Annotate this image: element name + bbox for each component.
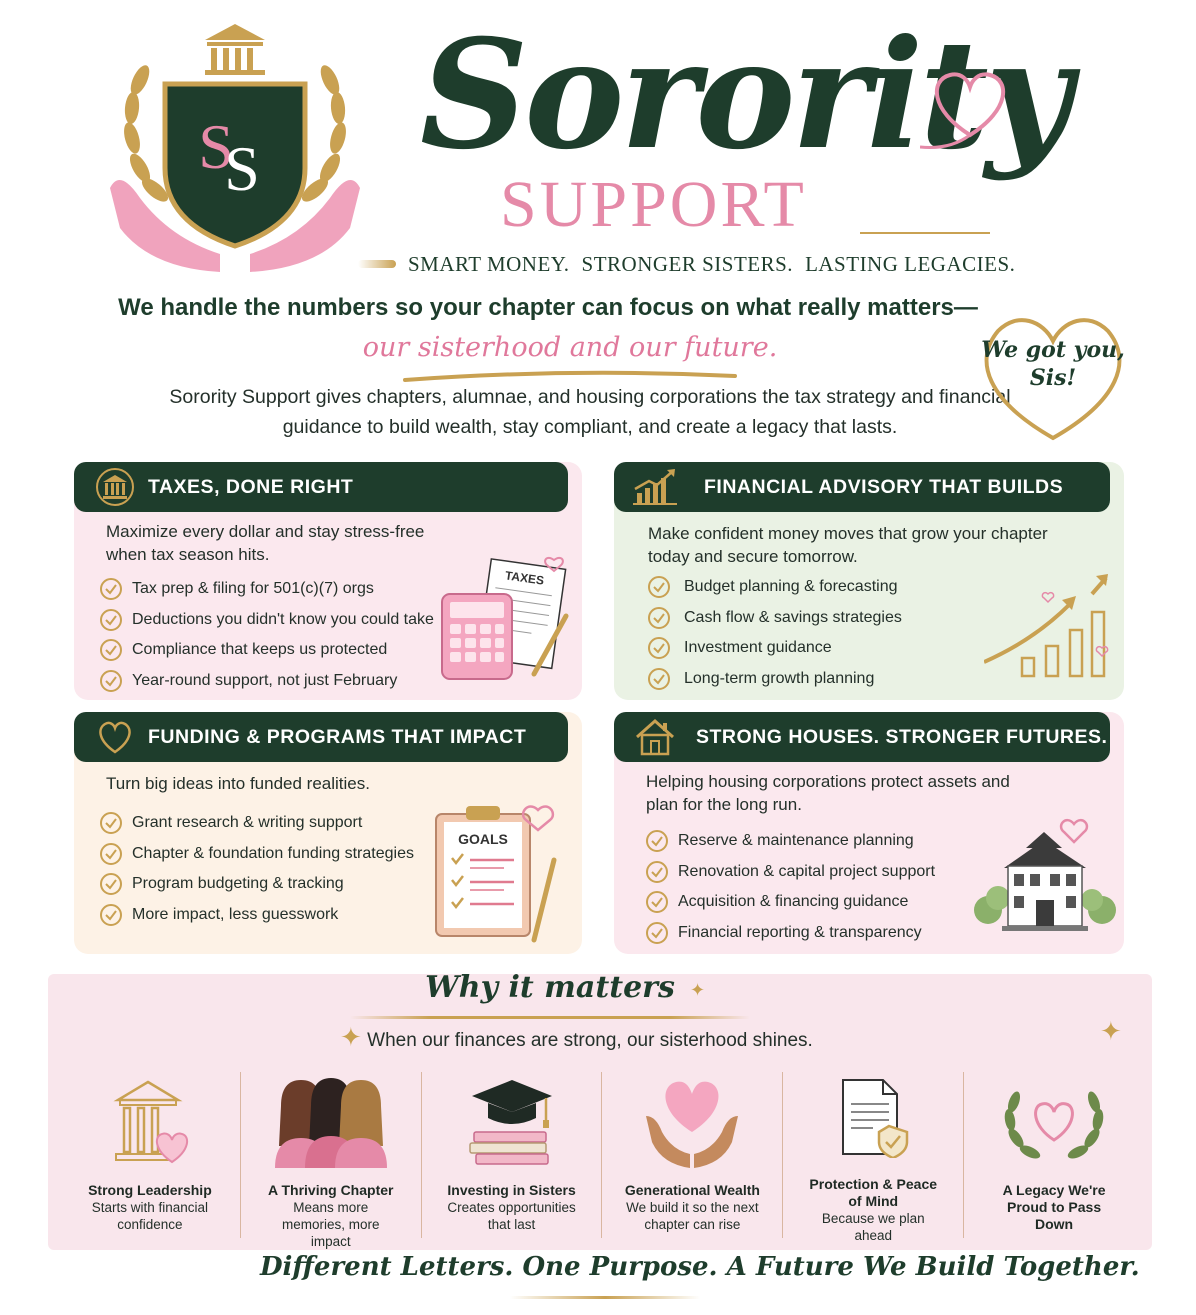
- list-item-label: Compliance that keeps us protected: [132, 641, 388, 659]
- document-shield-icon: [783, 1072, 963, 1158]
- why-item-desc: Starts with financial confidence: [91, 1200, 209, 1232]
- list-item: [100, 839, 414, 870]
- card-financial-advisory: [614, 462, 1124, 700]
- laurel-heart-icon: [964, 1072, 1144, 1162]
- list-item: [646, 918, 935, 949]
- list-item: [646, 887, 935, 918]
- why-item: [601, 1072, 782, 1238]
- card-checklist: [100, 808, 414, 930]
- why-divider: [350, 1016, 750, 1019]
- illustration-label: GOALS: [458, 831, 508, 847]
- sparkle-icon: ✦: [340, 1022, 362, 1052]
- list-item-label: Renovation & capital project support: [678, 862, 936, 880]
- why-item: [240, 1072, 421, 1249]
- check-icon: [100, 578, 122, 600]
- why-item: [963, 1072, 1144, 1238]
- list-item: [100, 605, 434, 636]
- footer-script: Different Letters. One Purpose. A Future We Build Together.: [260, 1252, 1140, 1282]
- list-item: [648, 633, 902, 664]
- card-checklist: [100, 574, 434, 696]
- hands-heart-icon: [602, 1072, 782, 1168]
- why-item-name: A Thriving Chapter: [267, 1182, 394, 1198]
- why-item-name: Protection & Peace of Mind: [809, 1176, 938, 1209]
- list-item-label: Budget planning & forecasting: [684, 578, 898, 596]
- list-item: [646, 826, 935, 857]
- sparkle-icon: ✦: [690, 980, 706, 1000]
- heart-icon: [88, 712, 142, 762]
- card-header: [614, 712, 1110, 762]
- card-checklist: [648, 572, 902, 694]
- why-item-desc: Creates opportunities that last: [447, 1200, 576, 1232]
- footer-divider: [510, 1296, 700, 1299]
- why-items-row: [60, 1072, 1144, 1249]
- crest-logo: [110, 18, 360, 280]
- check-icon: [100, 670, 122, 692]
- check-icon: [646, 861, 668, 883]
- svg-text:S: S: [198, 111, 234, 182]
- why-title: Why it matters: [425, 970, 675, 1005]
- badge-line: We got you,: [981, 337, 1125, 363]
- check-icon: [100, 904, 122, 926]
- sisters-icon: [241, 1072, 421, 1168]
- list-item-label: Year-round support, not just February: [132, 671, 398, 689]
- card-title: TAXES, DONE RIGHT: [148, 475, 354, 498]
- why-item-desc: We build it so the next chapter can rise: [626, 1200, 759, 1232]
- sorority-house-illustration: [974, 802, 1116, 938]
- list-item-label: Acquisition & financing guidance: [678, 893, 909, 911]
- list-item: [100, 808, 414, 839]
- heart-badge-text: [968, 336, 1138, 392]
- tagline-part: STRONGER SISTERS.: [581, 251, 794, 276]
- intro-script-line: our sisterhood and our future.: [362, 332, 778, 363]
- goals-clipboard-illustration: [430, 796, 570, 946]
- badge-line: Sis!: [1029, 365, 1077, 391]
- card-intro: Maximize every dollar and stay stress-free when tax season hits.: [106, 522, 425, 564]
- card-header: [74, 712, 568, 762]
- sparkle-icon: ✦: [1100, 1016, 1122, 1046]
- list-item: [100, 900, 414, 931]
- list-item-label: Grant research & writing support: [132, 814, 363, 832]
- illustration-label: TAXES: [504, 568, 545, 588]
- why-item-name: Investing in Sisters: [447, 1182, 576, 1198]
- card-intro: Turn big ideas into funded realities.: [106, 774, 370, 793]
- why-item: [421, 1072, 602, 1238]
- graduation-books-icon: [422, 1072, 602, 1168]
- list-item-label: Long-term growth planning: [684, 669, 875, 687]
- card-intro: Make confident money moves that grow your chapter today and secure tomorrow.: [648, 524, 1048, 566]
- heart-badge: [968, 306, 1138, 446]
- check-icon: [648, 637, 670, 659]
- calculator-taxes-illustration: [434, 554, 574, 684]
- list-item: [648, 603, 902, 634]
- card-title: FINANCIAL ADVISORY THAT BUILDS: [704, 475, 1064, 498]
- why-subtitle: When our finances are strong, our sisterhood shines.: [367, 1030, 813, 1051]
- list-item-label: Reserve & maintenance planning: [678, 832, 914, 850]
- heart-icon: [920, 55, 1020, 155]
- list-item-label: More impact, less guesswork: [132, 905, 339, 923]
- card-intro: Helping housing corporations protect assets and plan for the long run.: [646, 772, 1010, 814]
- brand-title-script: Sorority: [420, 7, 1068, 183]
- growth-chart-icon: [628, 462, 682, 512]
- list-item: [100, 574, 434, 605]
- courthouse-icon: [88, 462, 142, 512]
- list-item: [100, 869, 414, 900]
- check-icon: [646, 922, 668, 944]
- check-icon: [648, 607, 670, 629]
- list-item-label: Deductions you didn't know you could take: [132, 610, 434, 628]
- check-icon: [646, 891, 668, 913]
- why-item-name: A Legacy We're Proud to Pass Down: [1002, 1182, 1106, 1232]
- why-item: [60, 1072, 240, 1238]
- why-item-name: Strong Leadership: [88, 1182, 212, 1198]
- check-icon: [646, 830, 668, 852]
- pillar-heart-icon: [60, 1072, 240, 1168]
- brand-title-support: SUPPORT: [500, 168, 807, 241]
- card-strong-houses: [614, 712, 1124, 954]
- why-item-desc: Because we plan ahead: [821, 1211, 925, 1243]
- why-item-name: Generational Wealth: [624, 1182, 760, 1198]
- why-item: [782, 1072, 963, 1243]
- card-taxes: [74, 462, 582, 700]
- intro-body: Sorority Support gives chapters, alumnae, and housing corporations the tax strategy and financial guidance to build wealth, stay compliant, and create a legacy that lasts.: [169, 386, 1011, 438]
- list-item-label: Cash flow & savings strategies: [684, 608, 902, 626]
- intro-headline: We handle the numbers so your chapter can focus on what really matters—: [118, 294, 978, 321]
- gold-brush-stroke: [358, 260, 396, 268]
- tagline-part: LASTING LEGACIES.: [805, 251, 1016, 276]
- rising-bars-illustration: [984, 570, 1114, 682]
- check-icon: [100, 609, 122, 631]
- card-title: FUNDING & PROGRAMS THAT IMPACT: [148, 725, 527, 748]
- card-checklist: [646, 826, 935, 948]
- card-header: [614, 462, 1110, 512]
- list-item: [646, 857, 935, 888]
- svg-text:S: S: [224, 133, 260, 204]
- title-divider: [860, 232, 990, 234]
- list-item-label: Financial reporting & transparency: [678, 923, 922, 941]
- card-funding-programs: [74, 712, 582, 954]
- check-icon: [100, 812, 122, 834]
- check-icon: [100, 843, 122, 865]
- list-item: [100, 666, 434, 697]
- list-item-label: Program budgeting & tracking: [132, 875, 344, 893]
- list-item-label: Chapter & foundation funding strategies: [132, 844, 414, 862]
- house-icon: [628, 712, 682, 762]
- list-item-label: Tax prep & filing for 501(c)(7) orgs: [132, 580, 374, 598]
- list-item: [100, 635, 434, 666]
- card-header: [74, 462, 568, 512]
- card-title: STRONG HOUSES. STRONGER FUTURES.: [696, 725, 1108, 748]
- why-item-desc: Means more memories, more impact: [281, 1200, 380, 1249]
- check-icon: [648, 576, 670, 598]
- check-icon: [648, 668, 670, 690]
- tagline-part: SMART MONEY.: [408, 251, 570, 276]
- check-icon: [100, 873, 122, 895]
- check-icon: [100, 639, 122, 661]
- tagline: [358, 250, 1048, 278]
- list-item: [648, 572, 902, 603]
- list-item: [648, 664, 902, 695]
- list-item-label: Investment guidance: [684, 639, 832, 657]
